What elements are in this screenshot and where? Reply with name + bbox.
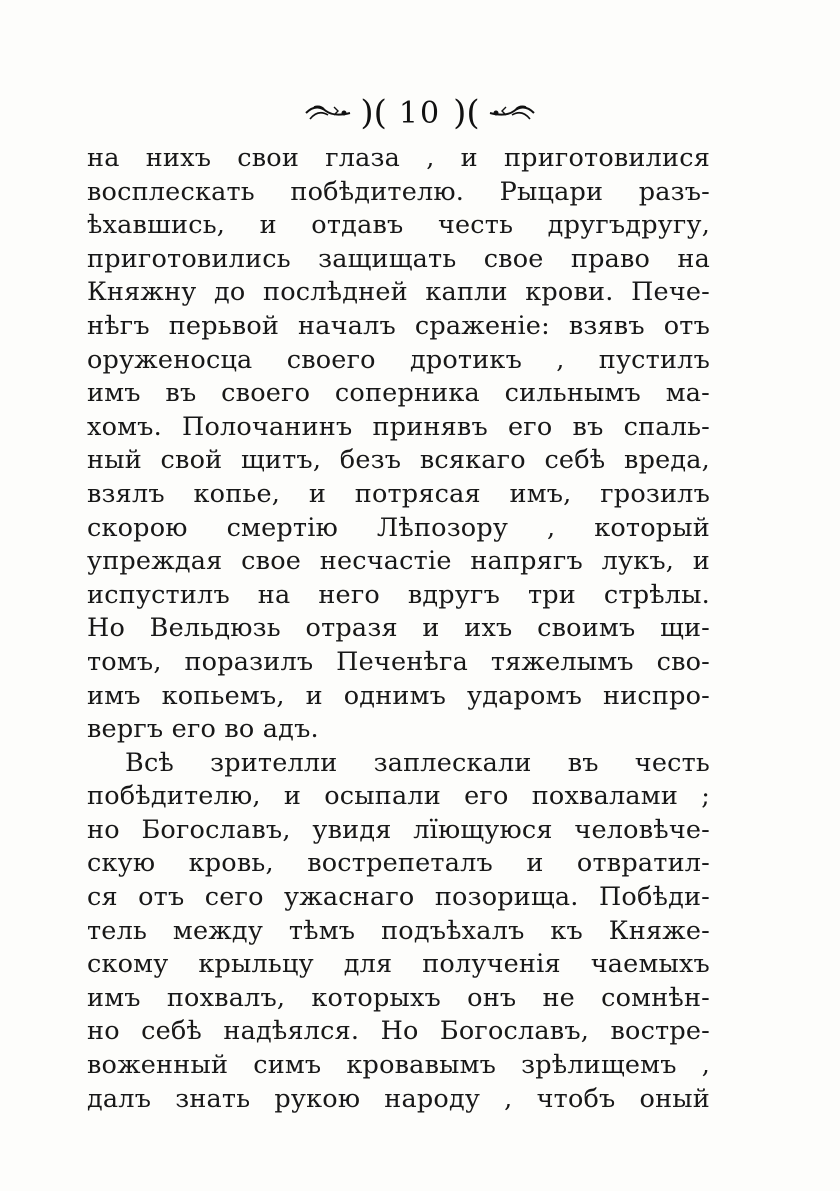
text-line: но Богославъ, увидя лїющуюся человѣче- xyxy=(87,814,710,845)
left-flourish-ornament xyxy=(304,99,354,127)
body-text xyxy=(87,142,710,1116)
text-line: ѣхавшись, и отдавъ честь другъдругу, xyxy=(87,210,710,241)
text-line-paragraph-start: Всѣ зрителли заплескали въ честь xyxy=(125,747,710,778)
right-flourish-ornament xyxy=(486,99,536,127)
text-line: упреждая свое несчастіе напрягъ лукъ, и xyxy=(87,546,710,577)
text-line: томъ, поразилъ Печенѣга тяжелымъ сво- xyxy=(87,646,710,677)
text-line: тель между тѣмъ подъѣхалъ къ Княже- xyxy=(87,915,710,946)
text-line: Но Вельдюзь отразя и ихъ своимъ щи- xyxy=(87,613,710,644)
text-line: Княжну до послѣдней капли крови. Пече- xyxy=(87,277,710,308)
text-line: побѣдителю, и осыпали его похвалами ; xyxy=(87,781,710,812)
text-line: скую кровь, вострепеталъ и отвратил- xyxy=(87,848,710,879)
text-line: ный свой щитъ, безъ всякаго себѣ вреда, xyxy=(87,445,710,476)
text-line-paragraph-end: вергъ его во адъ. xyxy=(87,714,319,745)
text-line: имъ въ своего соперника сильнымъ ма- xyxy=(87,378,710,409)
text-line: на нихъ свои глаза , и приготовилися xyxy=(87,143,710,173)
text-line: приготовились защищать свое право на xyxy=(87,243,710,274)
page-number: 10 xyxy=(398,95,442,131)
text-line: восплескать побѣдителю. Рыцари разъ- xyxy=(87,176,710,207)
text-line: взялъ копье, и потрясая имъ, грозилъ xyxy=(87,478,710,509)
text-line: нѣгъ перьвой началъ сраженіе: взявъ отъ xyxy=(87,310,710,341)
text-line: скому крыльцу для полученія чаемыхъ xyxy=(87,949,710,980)
right-bracket-ornament: )( xyxy=(453,93,480,133)
text-line: воженный симъ кровавымъ зрѣлищемъ , xyxy=(87,1050,710,1081)
text-line: испустилъ на него вдругъ три стрѣлы. xyxy=(87,579,710,610)
left-bracket-ornament: )( xyxy=(360,93,387,133)
text-line: ся отъ сего ужаснаго позорища. Побѣди- xyxy=(87,882,710,913)
text-line: далъ знать рукою народу , чтобъ оный xyxy=(87,1083,710,1114)
page-header xyxy=(0,88,840,138)
text-line: оруженосца своего дротикъ , пустилъ xyxy=(87,344,710,375)
text-line: скорою смертію Лѣпозору , который xyxy=(87,512,710,543)
text-line: но себѣ надѣялся. Но Богославъ, востре- xyxy=(87,1016,710,1047)
text-line: хомъ. Полочанинъ принявъ его въ спаль- xyxy=(87,411,710,442)
text-line: имъ похвалъ, которыхъ онъ не сомнѣн- xyxy=(87,982,710,1013)
text-line: имъ копьемъ, и однимъ ударомъ ниспро- xyxy=(87,680,710,711)
